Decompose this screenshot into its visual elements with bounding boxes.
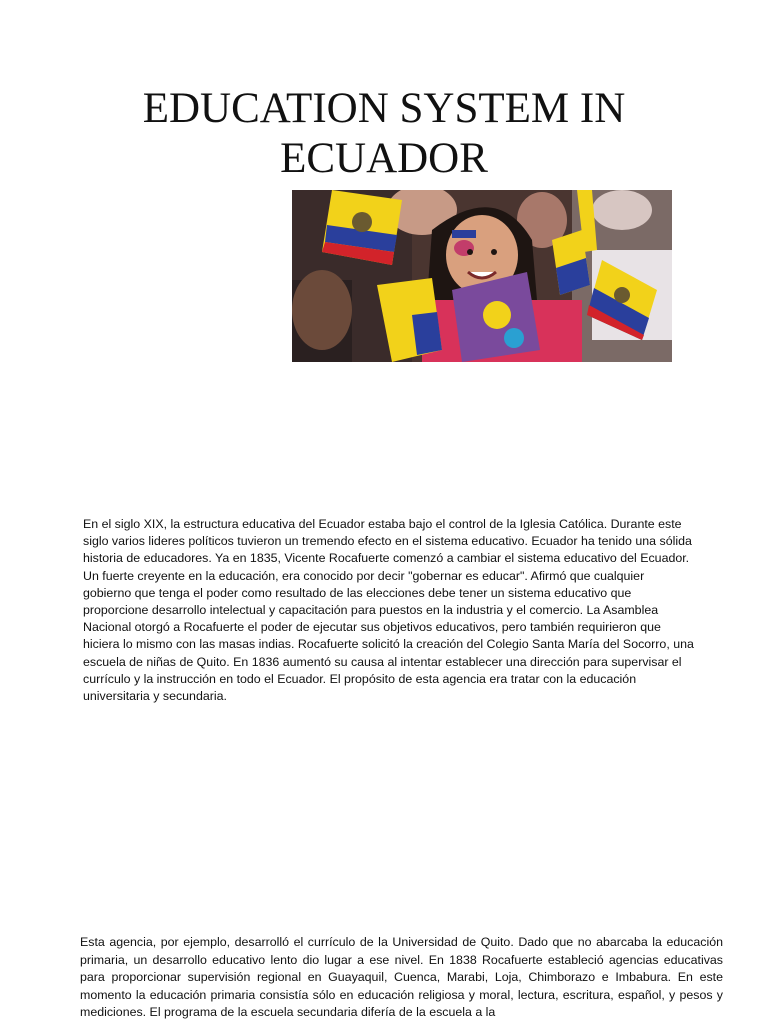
title-line-1: EDUCATION SYSTEM IN <box>142 85 626 132</box>
page-title <box>0 84 768 184</box>
paragraph-history: En el siglo XIX, la estructura educativa del Ecuador estaba bajo el control de la Iglesia Católica. Durante este siglo varios lideres políticos tuvieron un tremendo efecto en el sistema educativo. Ecuador ha tenido una sólida historia de educadores. Ya en 1835, Vicente Rocafuerte comenzó a cambiar el sistema educativo del Ecuador. Un fuerte creyente en la educación, era conocido por decir "gobernar es educar". Afirmó que cualquier gobierno que tenga el poder como resultado de las elecciones debe tener un sistema educativo que proporcione desarrollo intelectual y capacitación para puestos en la industria y el comercio. La Asamblea Nacional otorgó a Rocafuerte el poder de ejecutar sus objetivos educativos, pero también requirieron que hiciera lo mismo con las masas indias. Rocafuerte solicitó la creación del Colegio Santa María del Socorro, una escuela de niñas de Quito. En 1836 aumentó su causa al intentar establecer una dirección para supervisar el currículo y la instrucción en todo el Ecuador. El propósito de esta agencia era tratar con la educación universitaria y secundaria. <box>83 517 694 704</box>
ecuador-flag-left <box>322 190 402 265</box>
paragraph-agency: Esta agencia, por ejemplo, desarrolló el currículo de la Universidad de Quito. Dado que no abarcaba la educación primaria, un desarrollo educativo lento dio lugar a ese nivel. En 1838 Rocafuerte estableció agencias educativas para proporcionar supervisión regional en Guayaquil, Cuenca, Marabi, Loja, Chimborazo e Imbabura. En este momento la educación primaria consistía sólo en educación religiosa y moral, lectura, escritura, español, y pesos y mediciones. El programa de la escuela secundaria difería de la escuela a la <box>80 935 723 1020</box>
title-line-2: ECUADOR <box>280 135 488 182</box>
children-with-flags-photo <box>292 190 672 362</box>
